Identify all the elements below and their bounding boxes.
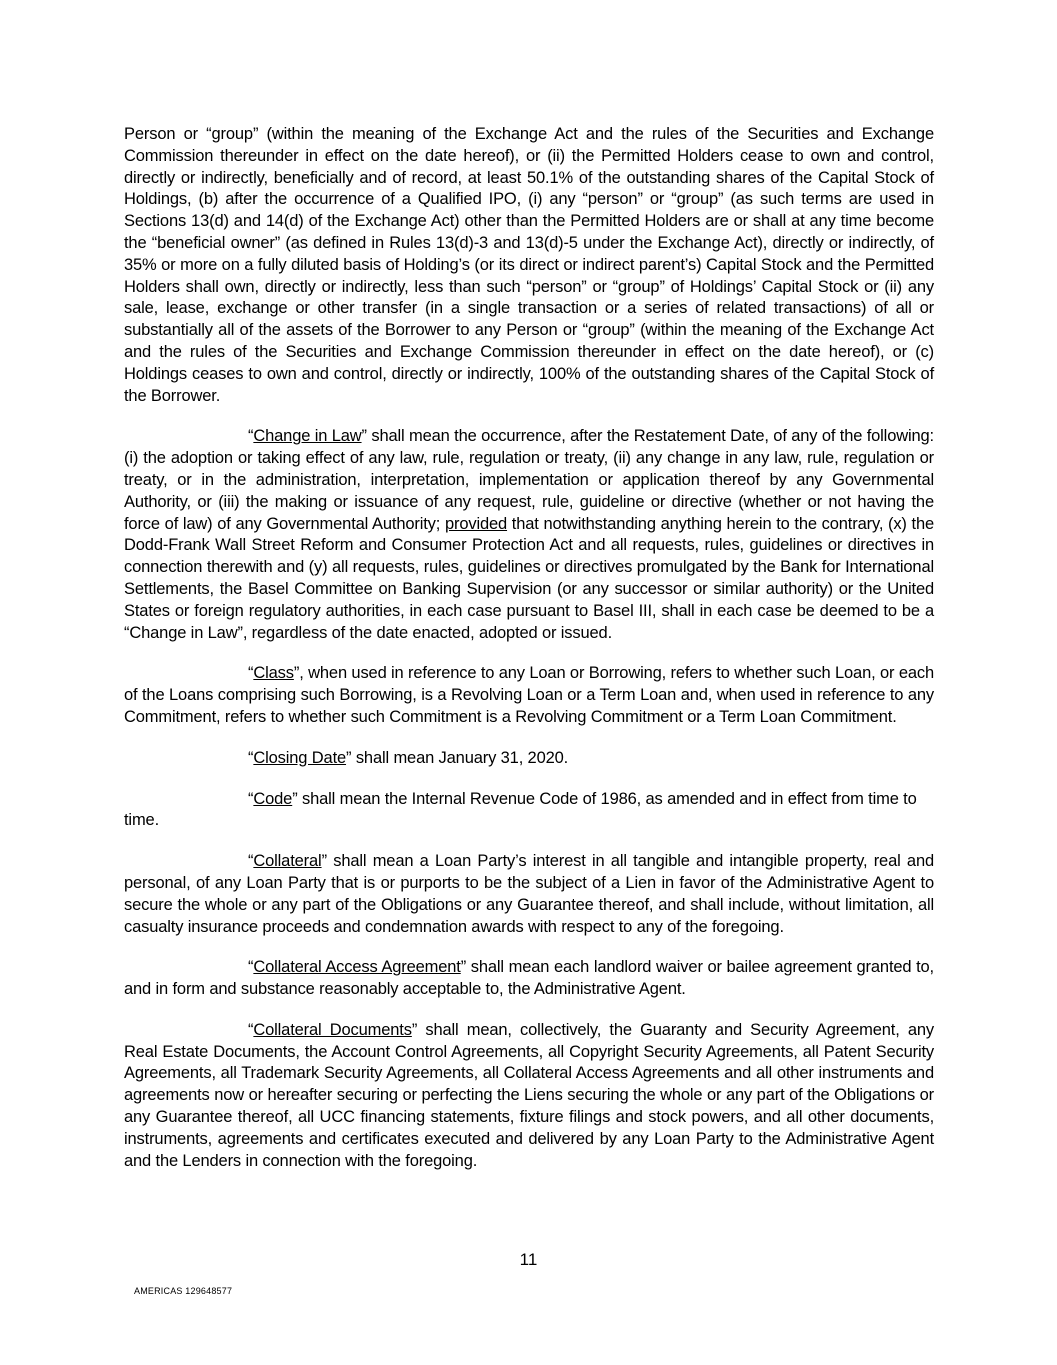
defined-term: Collateral Access Agreement [253,958,461,977]
defined-term: Change in Law [253,427,362,446]
definition-collateral-documents [124,1020,934,1173]
open-quote: “ [248,789,254,808]
underlined-proviso: provided [444,514,508,533]
definition-closing-date [124,748,934,770]
definition-text: shall mean the Internal Revenue Code of 1986, as amended and in effect from time to time. [124,789,917,830]
page-number: 11 [519,1250,538,1269]
continuation-paragraph: Person or “group” (within the meaning of the Exchange Act and the rules of the Securities and Exchange Commission thereunder in effect on the date hereof), or (ii) the Permitted Holders cease to own and control, directly or indirectly, beneficially and of record, at least 50.1% of the outstanding shares of the Capital Stock of Holdings, (b) after the occurrence of a Qualified IPO, (i) any “person” or “group” (as such terms are used in Sections 13(d) and 14(d) of the Exchange Act) other than the Permitted Holders are or shall at any time become the “beneficial owner” (as defined in Rules 13(d)-3 and 13(d)-5 under the Exchange Act), directly or indirectly, of 35% or more on a fully diluted basis of Holding’s (or its direct or indirect parent’s) Capital Stock and the Permitted Holders shall own, directly or indirectly, less than such “person” or “group” of Holdings’ Capital Stock or (ii) any sale, lease, exchange or other transfer (in a single transaction or a series of related transactions) of all or substantially all of the assets of the Borrower to any Person or “group” (within the meaning of the Exchange Act and the rules of the Securities and Exchange Commission thereunder in effect on the date hereof), or (c) Holdings ceases to own and control, directly or indirectly, 100% of the outstanding shares of the Capital Stock of the Borrower. [124,125,934,405]
open-quote: “ [248,427,254,446]
definition-text: that notwithstanding anything herein to the contrary, (x) the Dodd-Frank Wall Street Reform and Consumer Protection Act and all requests, rules, guidelines or directives in connection therewith and (y) all requests, rules, guidelines or directives promulgated by the Bank for International Settlements, the Basel Committee on Banking Supervision (or any successor or similar authority) or the United States or foreign regulatory authorities, in each case pursuant to Basel III, shall in each case be deemed to be a “Change in Law”, regardless of the date enacted, adopted or issued. [124,514,934,642]
close-quote: ” [292,789,298,808]
definition-text: shall mean January 31, 2020. [351,748,569,767]
document-body [124,124,934,1191]
open-quote: “ [248,748,254,767]
open-quote: “ [248,1020,254,1039]
defined-term: Class [253,664,294,683]
definition-text: , when used in reference to any Loan or Borrowing, refers to whether such Loan, or each of the Loans comprising such Borrowing, is a Revolving Loan or a Term Loan and, when used in reference to any Commitment, refers to whether such Commitment is a Revolving Commitment or a Term Loan Commitment. [124,664,934,726]
open-quote: “ [248,958,254,977]
open-quote: “ [248,852,254,871]
close-quote: ” [321,852,327,871]
open-quote: “ [248,664,254,683]
defined-term: Closing Date [253,748,347,767]
close-quote: ” [346,748,352,767]
definition-collateral [124,851,934,938]
definition-code [124,789,934,833]
definition-collateral-access-agreement [124,957,934,1001]
definition-class [124,663,934,728]
definition-text: shall mean each landlord waiver or bailee agreement granted to, and in form and substance reasonably acceptable to, the Administrative Agent. [124,958,934,999]
definition-change-in-law [124,426,934,644]
close-quote: ” [361,427,367,446]
document-id-footer: AMERICAS 129648577 [134,1286,233,1296]
defined-term: Code [253,789,293,808]
close-quote: ” [293,664,300,683]
definition-text: shall mean a Loan Party’s interest in all tangible and intangible property, real and personal, of any Loan Party that is or purports to be the subject of a Lien in favor of the Administrative Agent to secure the whole or any part of the Obligations or any Guarantee thereof, and shall include, without limitation, all casualty insurance proceeds and condemnation awards with respect to any of the foregoing. [124,852,934,936]
close-quote: ” [460,958,467,977]
defined-term: Collateral Documents [253,1020,412,1039]
definition-text: shall mean, collectively, the Guaranty and Security Agreement, any Real Estate Documents, the Account Control Agreements, all Copyright Security Agreements, all Patent Security Agreements, all Trademark Security Agreements, all Collateral Access Agreements and all other instruments and agreements now or hereafter securing or perfecting the Liens securing the whole or any part of the Obligations or any Guarantee thereof, all UCC financing statements, fixture filings and stock powers, and all other documents, instruments, agreements and certificates executed and delivered by any Loan Party to the Administrative Agent and the Lenders in connection with the foregoing. [124,1020,934,1170]
defined-term: Collateral [253,852,322,871]
close-quote: ” [411,1020,418,1039]
definition-text: shall mean the occurrence, after the Restatement Date, of any of the following: (i) the adoption or taking effect of any law, rule, regulation or treaty, (ii) any change in any law, rule, regulation or treaty, or in the administration, interpretation, implementation or application thereof by any Governmental Authority, or (iii) the making or issuance of any request, rule, guideline or directive (whether or not having the force of law) of any Governmental Authority; [124,427,934,533]
